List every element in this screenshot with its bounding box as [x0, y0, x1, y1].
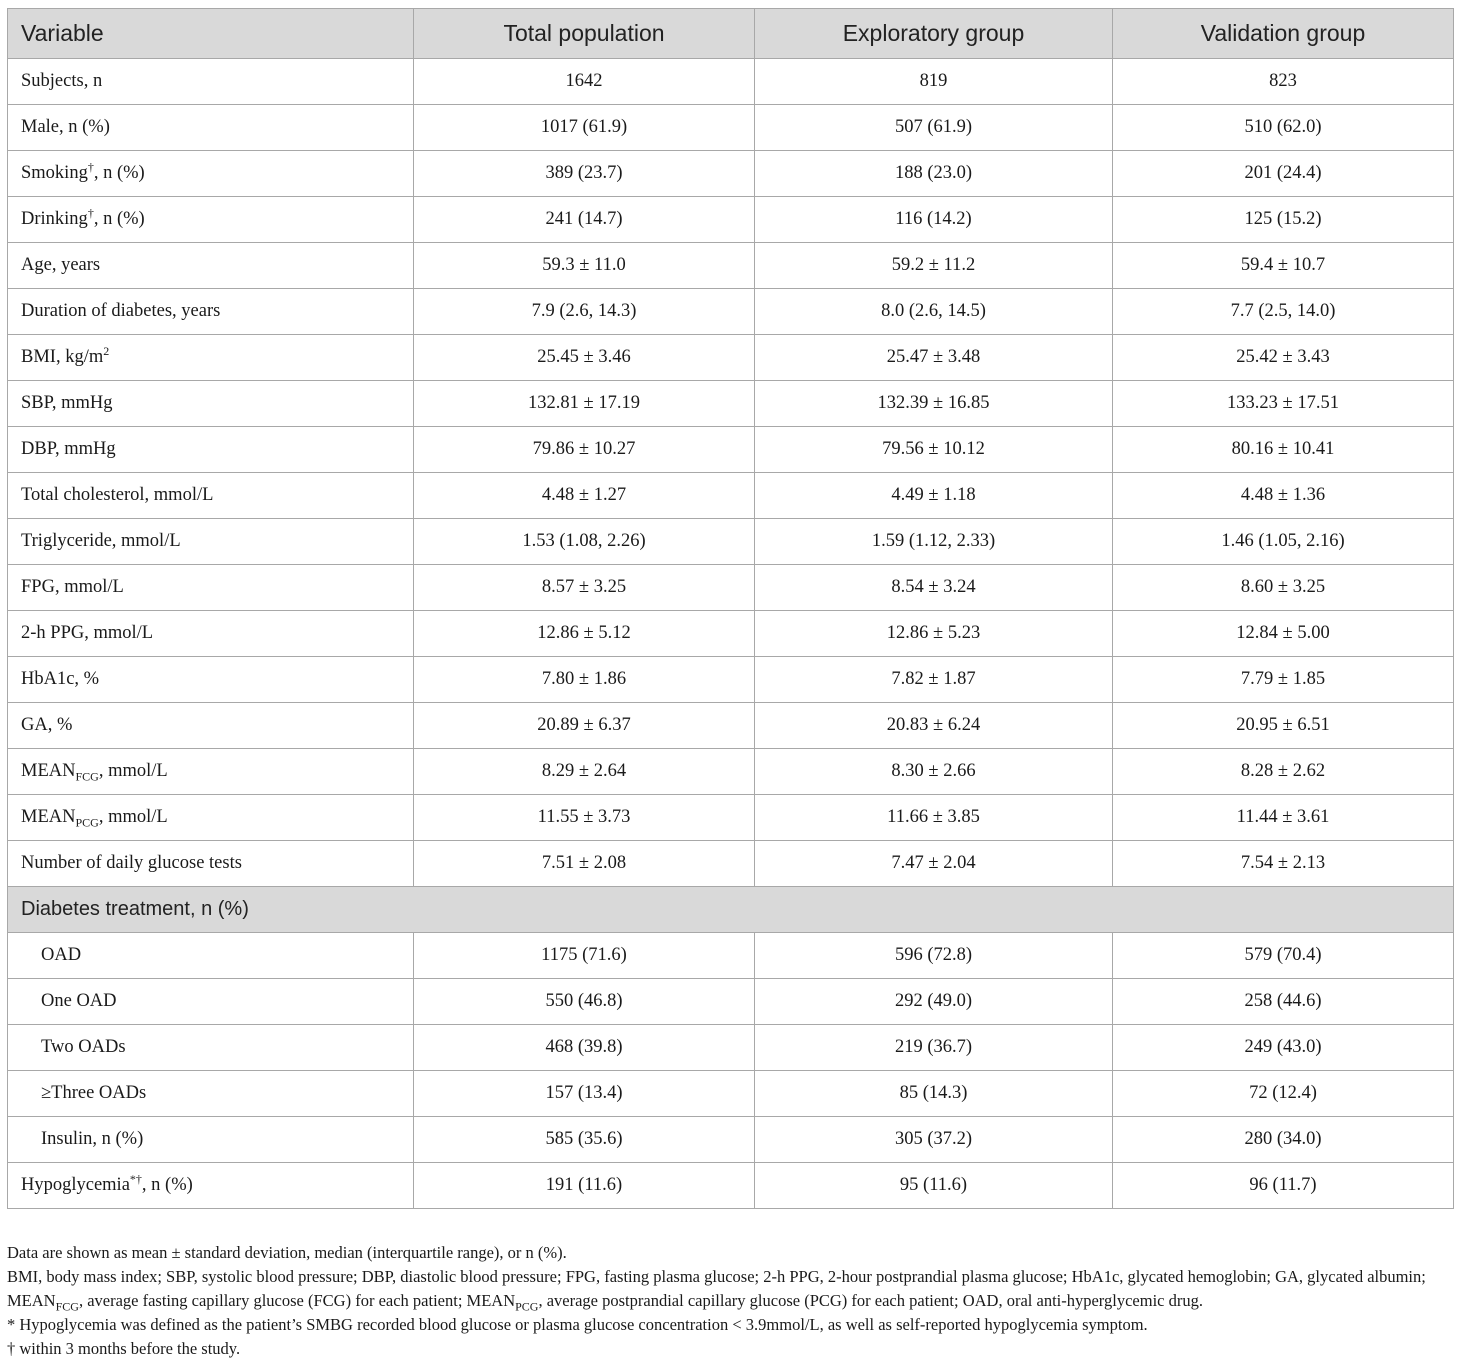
- cell-exploratory: 85 (14.3): [755, 1071, 1113, 1117]
- table-row: [8, 427, 1454, 473]
- cell-validation: 579 (70.4): [1113, 933, 1454, 979]
- table-header: [8, 9, 1454, 59]
- cell-total: 132.81 ± 17.19: [414, 381, 755, 427]
- cell-validation: 249 (43.0): [1113, 1025, 1454, 1071]
- table-row: [8, 151, 1454, 197]
- cell-exploratory: 116 (14.2): [755, 197, 1113, 243]
- baseline-characteristics-table-container: [7, 8, 1453, 1209]
- row-label: [8, 749, 414, 795]
- table-row: [8, 657, 1454, 703]
- cell-validation: 7.7 (2.5, 14.0): [1113, 289, 1454, 335]
- baseline-characteristics-table: [7, 8, 1454, 1209]
- cell-exploratory: 596 (72.8): [755, 933, 1113, 979]
- cell-exploratory: 1.59 (1.12, 2.33): [755, 519, 1113, 565]
- subscript: PCG: [515, 1299, 539, 1314]
- subscript: PCG: [75, 815, 99, 830]
- table-row: [8, 841, 1454, 887]
- row-label: OAD: [8, 933, 414, 979]
- cell-total: 7.9 (2.6, 14.3): [414, 289, 755, 335]
- table-row: [8, 1163, 1454, 1209]
- label-text: Drinking: [21, 209, 88, 229]
- cell-exploratory: 8.54 ± 3.24: [755, 565, 1113, 611]
- cell-exploratory: 8.0 (2.6, 14.5): [755, 289, 1113, 335]
- subscript: FCG: [75, 769, 99, 784]
- row-label: Age, years: [8, 243, 414, 289]
- row-label: Male, n (%): [8, 105, 414, 151]
- row-label: HbA1c, %: [8, 657, 414, 703]
- footnote-marks: *†: [129, 1171, 142, 1186]
- cell-total: 550 (46.8): [414, 979, 755, 1025]
- table-row: [8, 473, 1454, 519]
- label-suffix: , n (%): [141, 1175, 193, 1195]
- row-label: Subjects, n: [8, 59, 414, 105]
- header-total-population: Total population: [414, 9, 755, 59]
- cell-validation: 25.42 ± 3.43: [1113, 335, 1454, 381]
- cell-validation: 59.4 ± 10.7: [1113, 243, 1454, 289]
- cell-validation: 823: [1113, 59, 1454, 105]
- table-row: [8, 59, 1454, 105]
- cell-validation: 12.84 ± 5.00: [1113, 611, 1454, 657]
- label-text: BMI, kg/m: [21, 347, 104, 367]
- cell-total: 4.48 ± 1.27: [414, 473, 755, 519]
- cell-exploratory: 11.66 ± 3.85: [755, 795, 1113, 841]
- cell-validation: 80.16 ± 10.41: [1113, 427, 1454, 473]
- cell-total: 25.45 ± 3.46: [414, 335, 755, 381]
- cell-exploratory: 507 (61.9): [755, 105, 1113, 151]
- table-row: [8, 381, 1454, 427]
- header-validation-group: Validation group: [1113, 9, 1454, 59]
- cell-validation: 7.79 ± 1.85: [1113, 657, 1454, 703]
- cell-total: 79.86 ± 10.27: [414, 427, 755, 473]
- cell-total: 585 (35.6): [414, 1117, 755, 1163]
- row-label: Two OADs: [8, 1025, 414, 1071]
- row-label: Total cholesterol, mmol/L: [8, 473, 414, 519]
- row-label: Triglyceride, mmol/L: [8, 519, 414, 565]
- cell-total: 1175 (71.6): [414, 933, 755, 979]
- superscript: 2: [103, 343, 110, 358]
- cell-validation: 1.46 (1.05, 2.16): [1113, 519, 1454, 565]
- cell-total: 241 (14.7): [414, 197, 755, 243]
- cell-total: 191 (11.6): [414, 1163, 755, 1209]
- table-row: [8, 289, 1454, 335]
- cell-exploratory: 59.2 ± 11.2: [755, 243, 1113, 289]
- cell-exploratory: 219 (36.7): [755, 1025, 1113, 1071]
- row-label: [8, 1163, 414, 1209]
- footnote-text: , average postprandial capillary glucose (PCG) for each patient; OAD, oral anti-hyperglycemic drug.: [538, 1291, 1203, 1310]
- cell-total: 20.89 ± 6.37: [414, 703, 755, 749]
- label-suffix: , mmol/L: [98, 807, 168, 827]
- label-suffix: , mmol/L: [98, 761, 168, 781]
- header-exploratory-group: Exploratory group: [755, 9, 1113, 59]
- row-label: 2-h PPG, mmol/L: [8, 611, 414, 657]
- cell-exploratory: 4.49 ± 1.18: [755, 473, 1113, 519]
- cell-exploratory: 95 (11.6): [755, 1163, 1113, 1209]
- table-row: [8, 749, 1454, 795]
- cell-exploratory: 12.86 ± 5.23: [755, 611, 1113, 657]
- table-row: [8, 933, 1454, 979]
- cell-total: 468 (39.8): [414, 1025, 755, 1071]
- cell-total: 7.51 ± 2.08: [414, 841, 755, 887]
- cell-total: 8.57 ± 3.25: [414, 565, 755, 611]
- footnote-hypoglycemia: * Hypoglycemia was defined as the patient’s SMBG recorded blood glucose or plasma glucose concentration < 3.9mmol/L, as well as self-reported hypoglycemia symptom.: [7, 1315, 1148, 1334]
- cell-total: 1642: [414, 59, 755, 105]
- cell-validation: 96 (11.7): [1113, 1163, 1454, 1209]
- cell-validation: 280 (34.0): [1113, 1117, 1454, 1163]
- row-label: DBP, mmHg: [8, 427, 414, 473]
- label-text: MEAN: [21, 761, 76, 781]
- row-label: [8, 795, 414, 841]
- cell-exploratory: 7.47 ± 2.04: [755, 841, 1113, 887]
- row-label: SBP, mmHg: [8, 381, 414, 427]
- cell-validation: 201 (24.4): [1113, 151, 1454, 197]
- cell-exploratory: 79.56 ± 10.12: [755, 427, 1113, 473]
- cell-total: 12.86 ± 5.12: [414, 611, 755, 657]
- cell-exploratory: 25.47 ± 3.48: [755, 335, 1113, 381]
- table-row: [8, 105, 1454, 151]
- table-row: [8, 611, 1454, 657]
- cell-exploratory: 188 (23.0): [755, 151, 1113, 197]
- cell-validation: 72 (12.4): [1113, 1071, 1454, 1117]
- cell-validation: 11.44 ± 3.61: [1113, 795, 1454, 841]
- cell-total: 1.53 (1.08, 2.26): [414, 519, 755, 565]
- cell-exploratory: 305 (37.2): [755, 1117, 1113, 1163]
- table-row: [8, 197, 1454, 243]
- table-row: [8, 979, 1454, 1025]
- cell-total: 157 (13.4): [414, 1071, 755, 1117]
- dagger-mark: †: [87, 205, 94, 220]
- cell-validation: 258 (44.6): [1113, 979, 1454, 1025]
- footnote-text: BMI, body mass index; SBP, systolic blood pressure; DBP, diastolic blood pressure; FPG, fasting plasma glucose; 2-h PPG, 2-hour postprandial plasma glucose; HbA1c, glycated hemoglobin; GA, glycated albumin; MEAN: [7, 1267, 1426, 1310]
- table-row: [8, 519, 1454, 565]
- cell-total: 8.29 ± 2.64: [414, 749, 755, 795]
- cell-total: 1017 (61.9): [414, 105, 755, 151]
- cell-exploratory: 8.30 ± 2.66: [755, 749, 1113, 795]
- table-row: [8, 795, 1454, 841]
- row-label: [8, 335, 414, 381]
- footnote-data-format: Data are shown as mean ± standard deviation, median (interquartile range), or n (%).: [7, 1243, 567, 1262]
- table-row: [8, 243, 1454, 289]
- row-label: Insulin, n (%): [8, 1117, 414, 1163]
- cell-total: 11.55 ± 3.73: [414, 795, 755, 841]
- cell-exploratory: 20.83 ± 6.24: [755, 703, 1113, 749]
- row-label: Number of daily glucose tests: [8, 841, 414, 887]
- cell-exploratory: 292 (49.0): [755, 979, 1113, 1025]
- label-text: Hypoglycemia: [21, 1175, 130, 1195]
- cell-validation: 20.95 ± 6.51: [1113, 703, 1454, 749]
- table-row: [8, 565, 1454, 611]
- label-suffix: , n (%): [93, 209, 145, 229]
- row-label: Duration of diabetes, years: [8, 289, 414, 335]
- cell-total: 59.3 ± 11.0: [414, 243, 755, 289]
- table-row: [8, 703, 1454, 749]
- row-label: [8, 151, 414, 197]
- cell-validation: 125 (15.2): [1113, 197, 1454, 243]
- subscript: FCG: [55, 1299, 79, 1314]
- cell-validation: 133.23 ± 17.51: [1113, 381, 1454, 427]
- table-row: [8, 335, 1454, 381]
- label-text: Smoking: [21, 163, 88, 183]
- footnote-text: , average fasting capillary glucose (FCG) for each patient; MEAN: [78, 1291, 516, 1310]
- row-label: [8, 197, 414, 243]
- cell-exploratory: 7.82 ± 1.87: [755, 657, 1113, 703]
- cell-validation: 8.28 ± 2.62: [1113, 749, 1454, 795]
- dagger-mark: †: [87, 159, 94, 174]
- row-label: GA, %: [8, 703, 414, 749]
- cell-total: 389 (23.7): [414, 151, 755, 197]
- table-row: [8, 1025, 1454, 1071]
- table-footnotes: [7, 1241, 1453, 1361]
- label-text: MEAN: [21, 807, 76, 827]
- cell-exploratory: 819: [755, 59, 1113, 105]
- footnote-abbreviations: [7, 1265, 1453, 1313]
- cell-validation: 4.48 ± 1.36: [1113, 473, 1454, 519]
- cell-validation: 7.54 ± 2.13: [1113, 841, 1454, 887]
- row-label: One OAD: [8, 979, 414, 1025]
- header-variable: Variable: [8, 9, 414, 59]
- section-row-diabetes-treatment: [8, 887, 1454, 933]
- row-label: FPG, mmol/L: [8, 565, 414, 611]
- cell-validation: 8.60 ± 3.25: [1113, 565, 1454, 611]
- table-row: [8, 1071, 1454, 1117]
- cell-validation: 510 (62.0): [1113, 105, 1454, 151]
- cell-exploratory: 132.39 ± 16.85: [755, 381, 1113, 427]
- label-suffix: , n (%): [93, 163, 145, 183]
- cell-total: 7.80 ± 1.86: [414, 657, 755, 703]
- row-label: ≥Three OADs: [8, 1071, 414, 1117]
- footnote-dagger: † within 3 months before the study.: [7, 1339, 241, 1358]
- section-label: Diabetes treatment, n (%): [8, 887, 1454, 933]
- table-row: [8, 1117, 1454, 1163]
